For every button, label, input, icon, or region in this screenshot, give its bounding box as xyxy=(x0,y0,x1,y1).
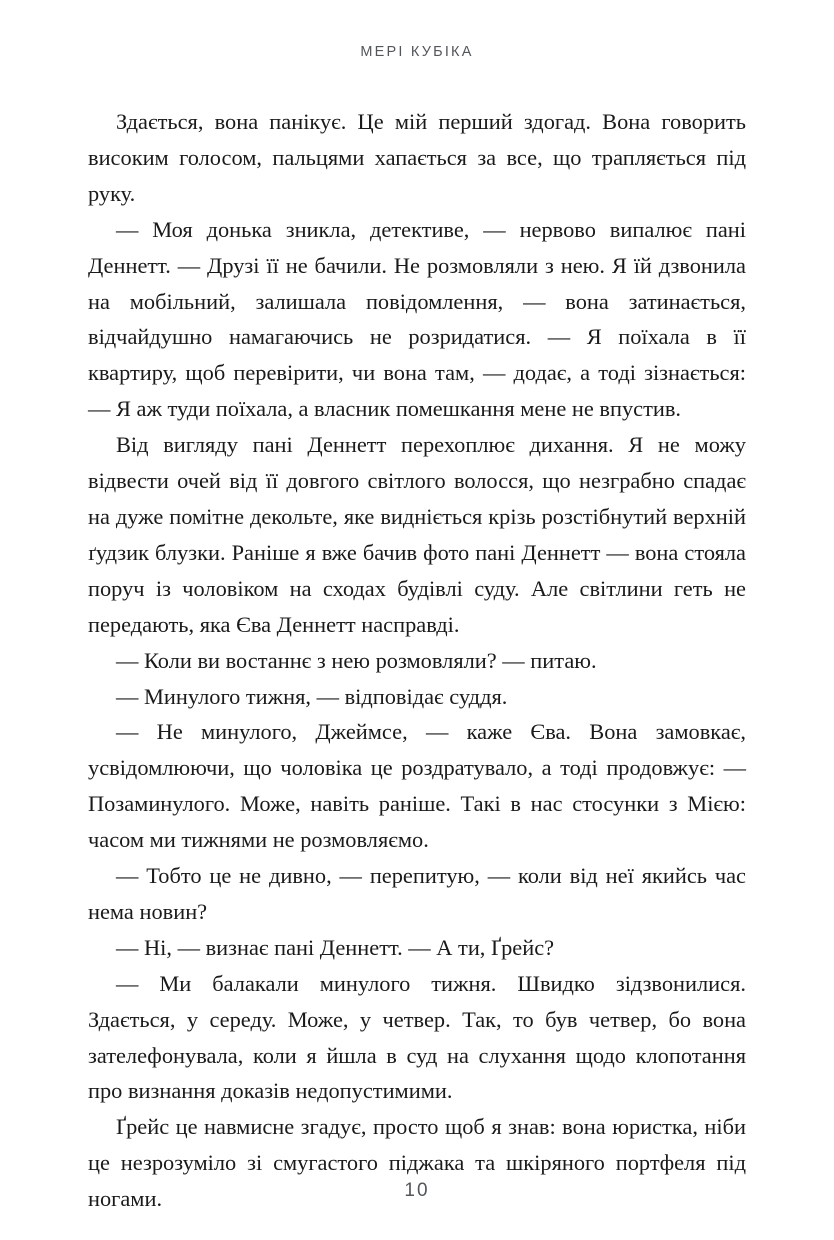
paragraph: — Не минулого, Джеймсе, — каже Єва. Вона замовкає, усвідомлюючи, що чоловіка це роздратувало, а тоді продовжує: — Позаминулого. Може, навіть раніше. Такі в нас стосунки з Мією: часом ми тижнями не розмовляємо. xyxy=(88,719,746,853)
paragraph: Ґрейс це навмисне згадує, просто щоб я знав: вона юристка, ніби це незрозуміло зі смугастого піджака та шкіряного портфеля під ногами. xyxy=(88,1114,746,1212)
paragraph: — Коли ви востаннє з нею розмовляли? — питаю. xyxy=(116,647,597,673)
body-text-column xyxy=(88,104,746,1217)
paragraph: Здається, вона панікує. Це мій перший здогад. Вона говорить високим голосом, пальцями хапається за все, що трапляється під руку. xyxy=(88,109,746,206)
paragraph: — Тобто це не дивно, — перепитую, — коли від неї якийсь час нема новин? xyxy=(88,863,746,924)
page-number: 10 xyxy=(404,1180,430,1201)
paragraph: — Минулого тижня, — відповідає суддя. xyxy=(116,683,508,709)
paragraph: Від вигляду пані Деннетт перехоплює дихання. Я не можу відвести очей від її довгого світлого волосся, що незграбно спадає на дуже помітне декольте, яке видніється крізь розстібнутий верхній ґудзик блузки. Раніше я вже бачив фото пані Деннетт — вона стояла поруч із чоловіком на сходах будівлі суду. Але світлини геть не передають, яка Єва Деннетт насправді. xyxy=(88,432,746,637)
paragraph: — Ми балакали минулого тижня. Швидко зідзвонилися. Здається, у середу. Може, у четвер. Так, то був четвер, бо вона зателефонувала, коли я йшла в суд на слухання щодо клопотання про визнання доказів недопустимими. xyxy=(88,970,746,1104)
running-head-author: МЕРІ КУБІКА xyxy=(360,44,474,60)
paragraph: — Моя донька зникла, детективе, — нервово випалює пані Деннетт. — Друзі її не бачили. Не розмовляли з нею. Я їй дзвонила на мобільний, залишала повідомлення, — вона затинається, відчайдушно намагаючись не розридатися. — Я поїхала в її квартиру, щоб перевірити, чи вона там, — додає, а тоді зізнається: — Я аж туди поїхала, а власник помешкання мене не впустив. xyxy=(88,216,746,422)
paragraph: — Ні, — визнає пані Деннетт. — А ти, Ґрейс? xyxy=(116,934,555,960)
